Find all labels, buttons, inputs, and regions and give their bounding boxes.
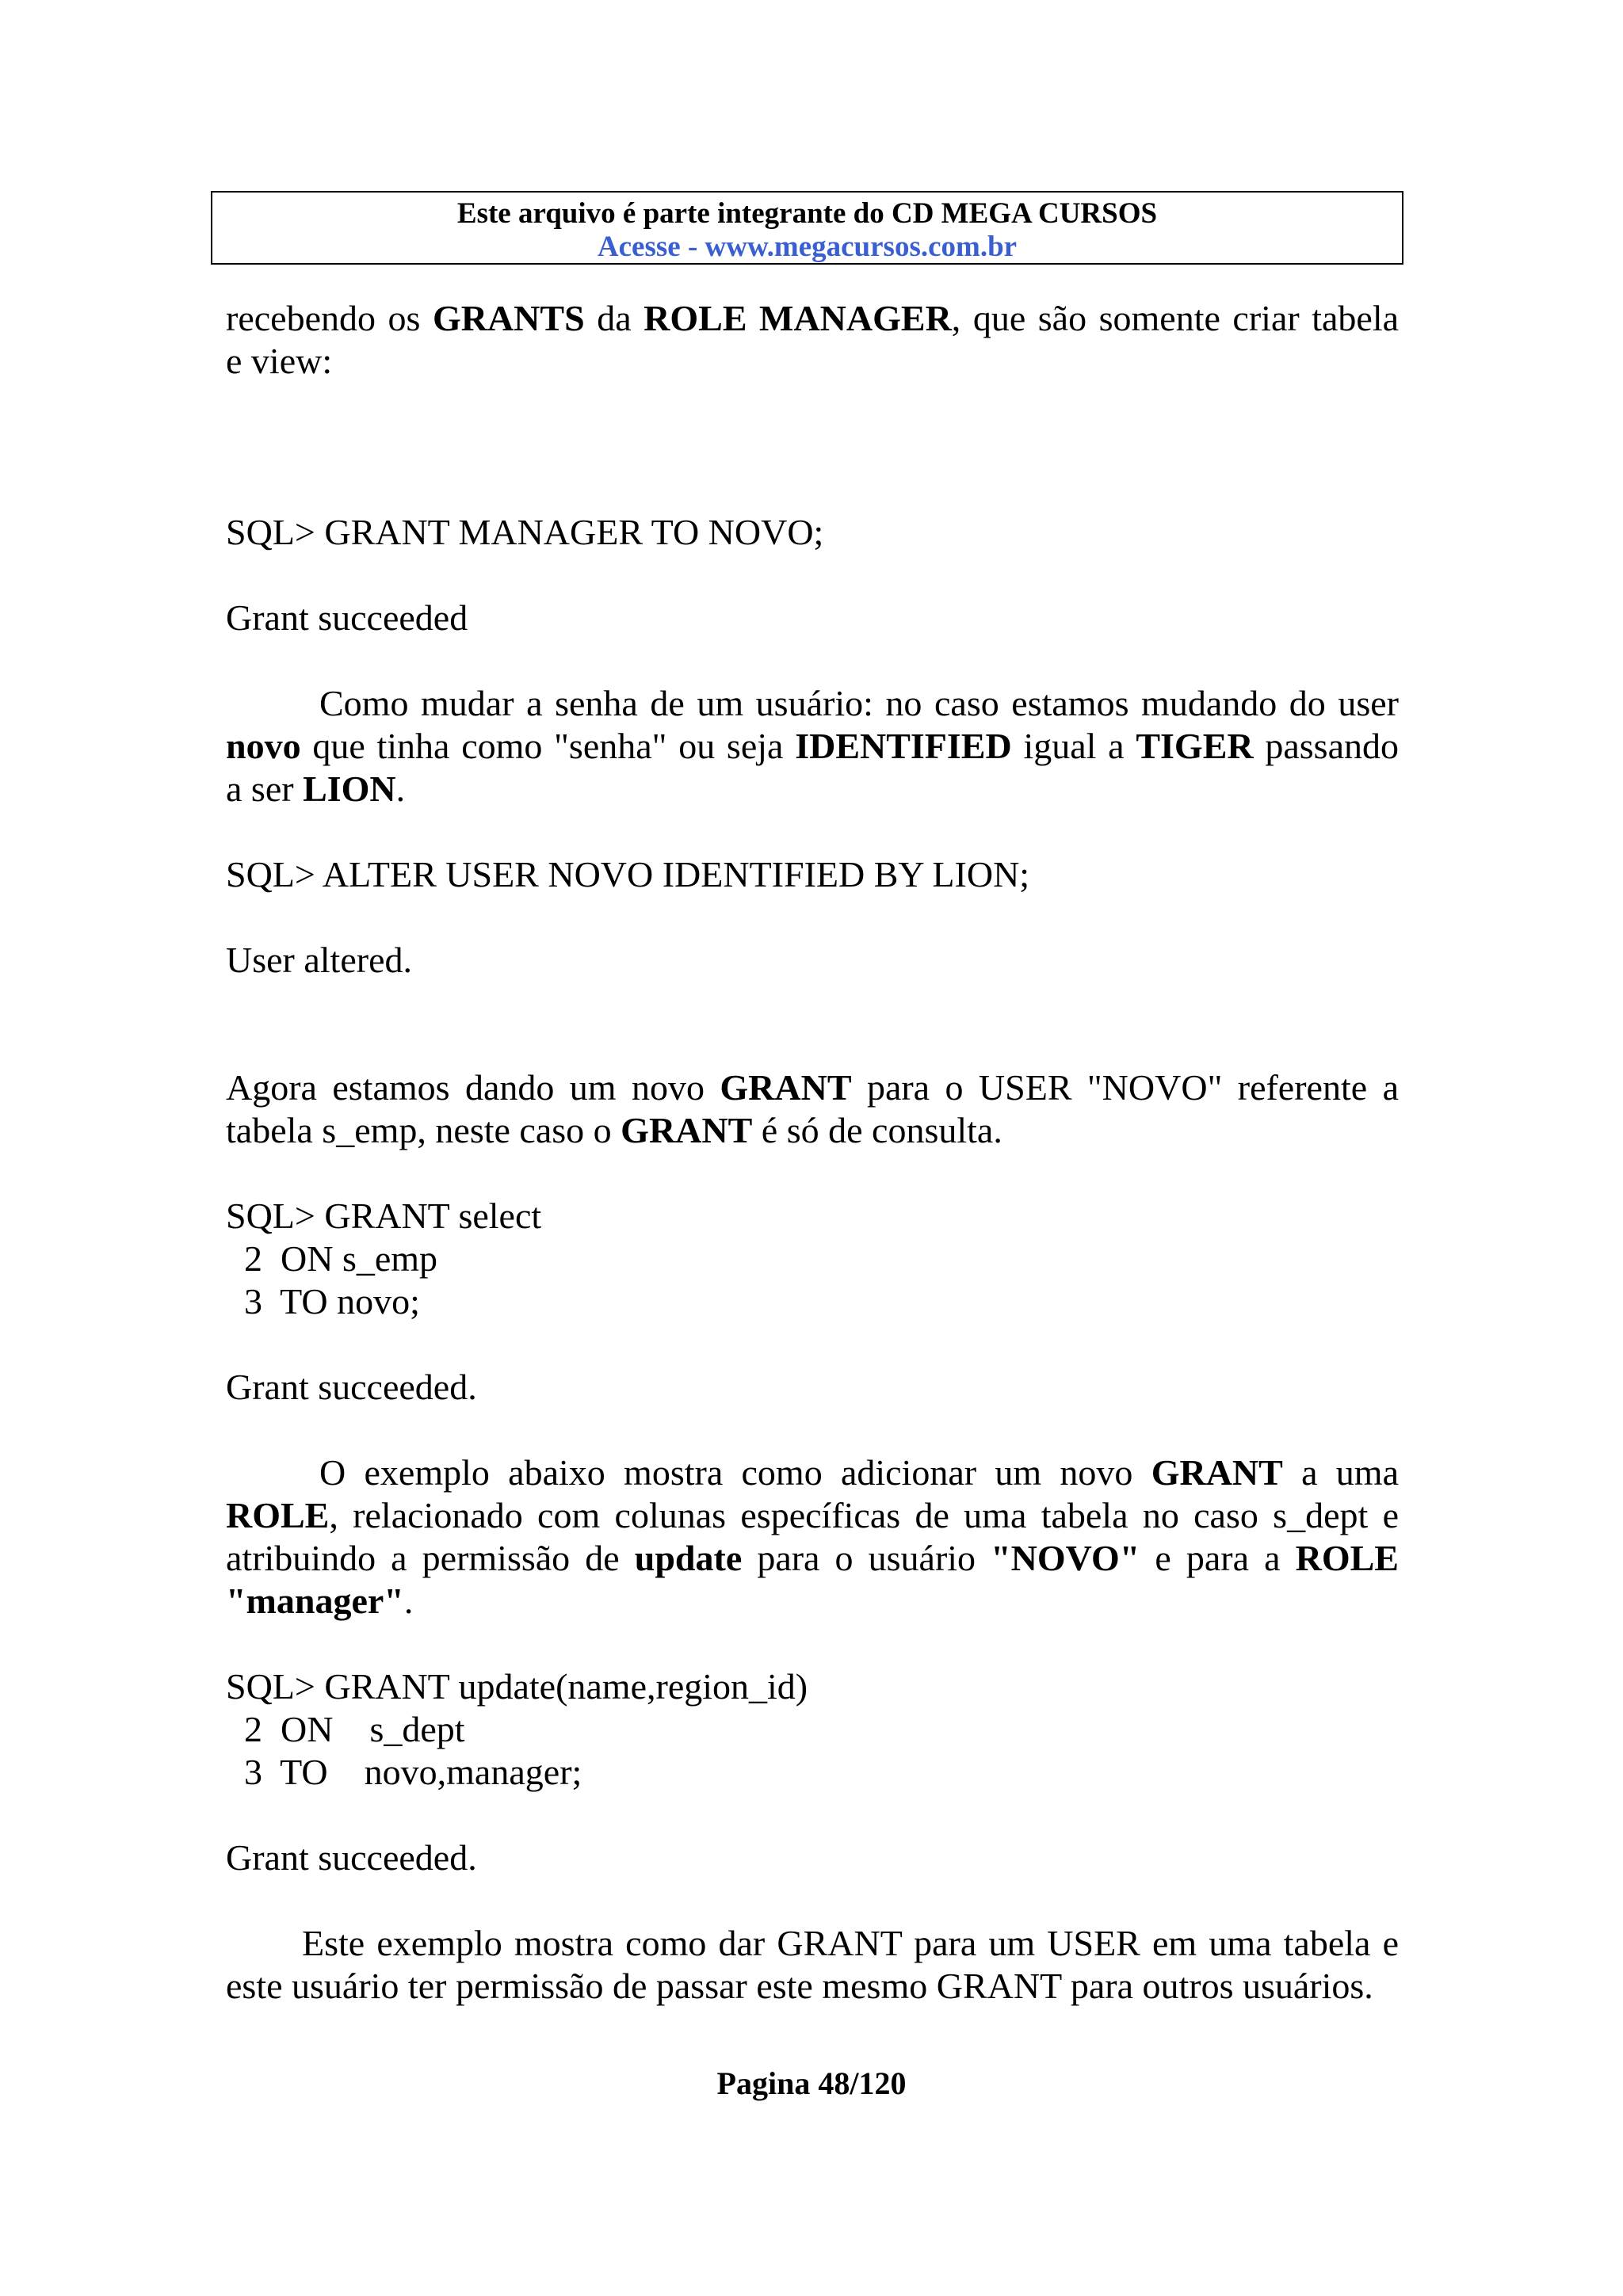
header-title: Este arquivo é parte integrante do CD MEGA CURSOS (456, 197, 1158, 230)
paragraph-intro-line2: e view: (226, 341, 333, 381)
sql-output-3: Grant succeeded. (226, 1367, 477, 1407)
sql-output-2: User altered. (226, 940, 412, 980)
sql-output-4: Grant succeeded. (226, 1837, 477, 1878)
page-number: Pagina 48/120 (716, 2065, 907, 2101)
paragraph-password-line3: a ser LION. (226, 769, 406, 809)
document-header (211, 191, 1403, 265)
sql-grant-select-line3: 3 TO novo; (226, 1281, 420, 1322)
paragraph-select-line2: tabela s_emp, neste caso o GRANT é só de consulta. (226, 1110, 1002, 1150)
sql-alter-user: SQL> ALTER USER NOVO IDENTIFIED BY LION; (226, 854, 1030, 894)
paragraph-grant-option-line2: este usuário ter permissão de passar este mesmo GRANT para outros usuários. (226, 1966, 1373, 2006)
sql-grant-manager: SQL> GRANT MANAGER TO NOVO; (226, 512, 824, 552)
paragraph-update-line3: atribuindo a permissão de update para o usuário "NOVO" e para a ROLE (226, 1538, 1399, 1578)
sql-grant-select-line1: SQL> GRANT select (226, 1196, 542, 1236)
sql-output-1: Grant succeeded (226, 597, 468, 638)
header-link[interactable]: Acesse - www.megacursos.com.br (597, 231, 1018, 263)
sql-grant-update-line3: 3 TO novo,manager; (226, 1752, 582, 1792)
paragraph-update-line2: ROLE, relacionado com colunas específicas de uma tabela no caso s_dept e (226, 1495, 1399, 1535)
paragraph-select-line1: Agora estamos dando um novo GRANT para o USER "NOVO" referente a (226, 1067, 1399, 1108)
paragraph-update-line1: O exemplo abaixo mostra como adicionar um novo GRANT a uma (319, 1452, 1399, 1493)
sql-grant-update-line1: SQL> GRANT update(name,region_id) (226, 1666, 808, 1707)
sql-grant-select-line2: 2 ON s_emp (226, 1238, 438, 1279)
paragraph-update-line4: "manager". (226, 1581, 414, 1621)
paragraph-grant-option-line1: Este exemplo mostra como dar GRANT para um USER em uma tabela e (302, 1923, 1399, 1963)
paragraph-password-line1: Como mudar a senha de um usuário: no caso estamos mudando do user (319, 683, 1399, 723)
paragraph-password-line2: novo que tinha como "senha" ou seja IDENTIFIED igual a TIGER passando (226, 726, 1399, 766)
sql-grant-update-line2: 2 ON s_dept (226, 1709, 465, 1749)
paragraph-intro-line1: recebendo os GRANTS da ROLE MANAGER, que são somente criar tabela (226, 298, 1400, 338)
